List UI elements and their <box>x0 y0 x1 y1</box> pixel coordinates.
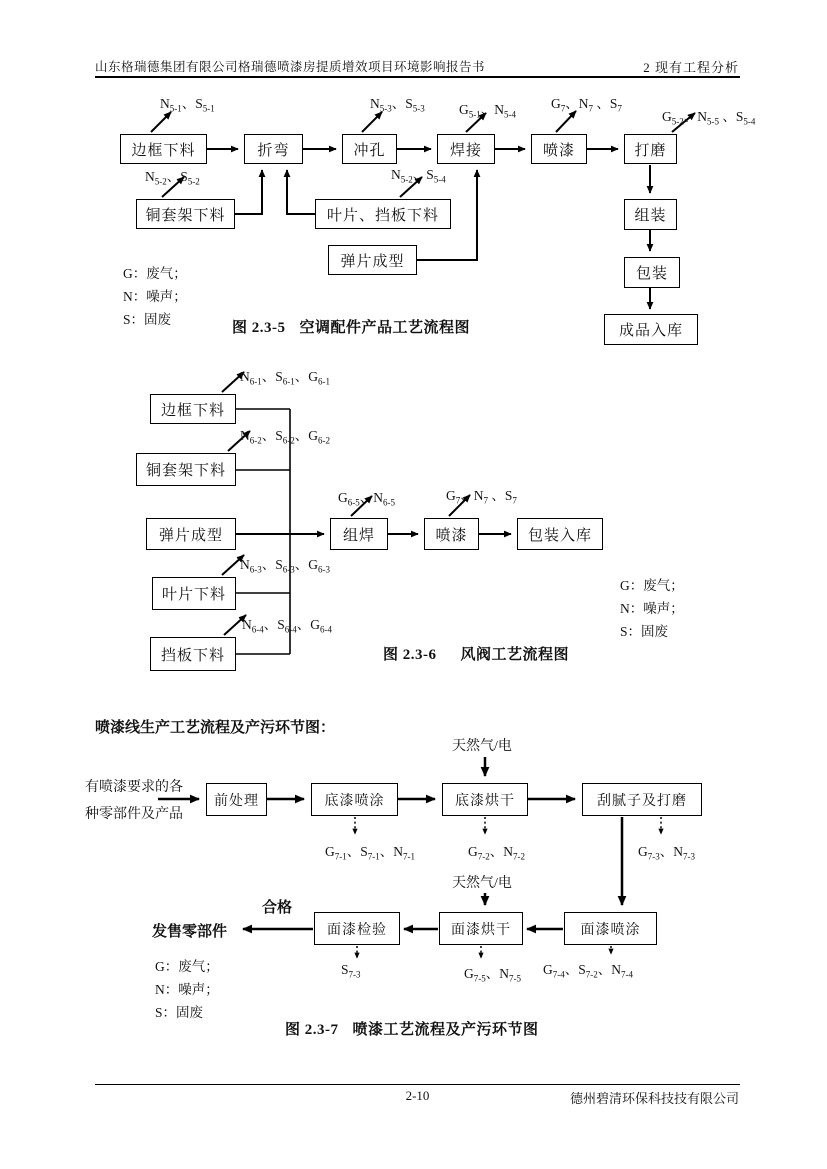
pollution-label: $G_{7-3}$、$N_{7-3}$ <box>638 844 695 862</box>
fig3-node-primer-drying: 底漆烘干 <box>442 783 528 816</box>
legend-gas: G：废气； <box>620 578 684 593</box>
fig3-node-primer-spraying: 底漆喷涂 <box>311 783 398 816</box>
fig1-node-packing: 包装 <box>624 257 680 288</box>
fig3-qualified-label: 合格 <box>262 900 293 916</box>
fig3-output-label: 发售零部件 <box>152 924 228 940</box>
fig1-legend <box>123 262 187 331</box>
fig2-caption-number: 图 2.3-6 <box>383 647 437 663</box>
fig2-node-copper-sleeve-blanking: 铜套架下料 <box>136 453 236 486</box>
pollution-label: $G_7$、$N_7$ 、$S_7$ <box>551 96 622 114</box>
fig1-node-grinding: 打磨 <box>624 134 677 164</box>
fig2-node-shrapnel-forming: 弹片成型 <box>146 518 236 550</box>
fig1-node-frame-blanking: 边框下料 <box>120 134 207 164</box>
fig3-legend <box>155 955 219 1024</box>
legend-noise: N：噪声； <box>123 289 187 304</box>
pollution-label: $N_{6-4}$、$S_{6-4}$、$G_{6-4}$ <box>242 617 333 635</box>
fig3-node-pretreatment: 前处理 <box>206 783 267 816</box>
pollution-label: $G_7$、$N_7$ 、$S_7$ <box>446 488 517 506</box>
legend-solid-waste: S：固废 <box>620 624 669 639</box>
footer-company: 德州碧清环保科技技有限公司 <box>569 1091 739 1106</box>
legend-noise: N：噪声； <box>620 601 684 616</box>
fig1-node-warehousing: 成品入库 <box>604 314 698 345</box>
fig3-caption-title: 喷漆工艺流程及产污环节图 <box>352 1022 539 1038</box>
fig3-node-topcoat-spraying: 面漆喷涂 <box>564 912 657 945</box>
pollution-label: $N_{5-1}$、$S_{5-1}$ <box>160 96 215 114</box>
fig2-caption-title: 风阀工艺流程图 <box>460 647 570 663</box>
fig2-caption <box>383 643 569 664</box>
fig3-caption <box>285 1018 539 1039</box>
pollution-label: $G_{7-5}$、$N_{7-5}$ <box>464 966 521 984</box>
pollution-label: $G_{7-4}$、$S_{7-2}$、$N_{7-4}$ <box>543 962 634 980</box>
fig3-source-line1: 有喷漆要求的各 <box>85 780 183 795</box>
fig1-caption-title: 空调配件产品工艺流程图 <box>299 320 471 336</box>
fig3-caption-number: 图 2.3-7 <box>285 1022 339 1038</box>
fig1-node-copper-sleeve-blanking: 铜套架下料 <box>136 199 235 229</box>
pollution-label: $N_{6-3}$、$S_{6-3}$、$G_{6-3}$ <box>240 557 331 575</box>
pollution-label: $N_{6-2}$、$S_{6-2}$、$G_{6-2}$ <box>240 428 331 446</box>
fig1-caption <box>232 316 470 337</box>
pollution-label: $G_{5-1}$、$N_{5-4}$ <box>459 102 516 120</box>
pollution-label: $G_{6-5}$、$N_{6-5}$ <box>338 490 395 508</box>
fig2-node-packing-warehousing: 包装入库 <box>517 518 603 550</box>
fig1-node-shrapnel-forming: 弹片成型 <box>328 245 417 275</box>
footer-page-number: 2-10 <box>405 1088 430 1103</box>
fig2-legend <box>620 574 684 643</box>
fig2-node-painting: 喷漆 <box>424 518 479 550</box>
fig1-node-welding: 焊接 <box>437 134 495 164</box>
legend-noise: N：噪声； <box>155 982 219 997</box>
pollution-label: $G_{5-2}$、$N_{5-5}$ 、$S_{5-4}$ <box>662 109 756 127</box>
pollution-label: $N_{5-2}$、$S_{5-2}$ <box>145 169 200 187</box>
fig1-node-assembly: 组装 <box>624 199 677 230</box>
fig2-node-blade-blanking: 叶片下料 <box>152 577 236 610</box>
legend-solid-waste: S：固废 <box>123 312 172 327</box>
fig3-node-topcoat-inspection: 面漆检验 <box>314 912 400 945</box>
fig3-node-putty-grinding: 刮腻子及打磨 <box>582 783 702 816</box>
fig2-node-baffle-blanking: 挡板下料 <box>150 637 236 671</box>
legend-gas: G：废气； <box>155 959 219 974</box>
pollution-label: $N_{6-1}$、$S_{6-1}$、$G_{6-1}$ <box>240 369 331 387</box>
header-report-title: 山东格瑞德集团有限公司格瑞德喷漆房提质增效项目环境影响报告书 <box>95 60 486 74</box>
header-chapter: 2 现有工程分析 <box>643 60 739 75</box>
fig3-node-topcoat-drying: 面漆烘干 <box>439 912 523 945</box>
legend-solid-waste: S：固废 <box>155 1005 204 1020</box>
pollution-label: $G_{7-2}$、$N_{7-2}$ <box>468 844 525 862</box>
fig3-gas-input-1: 天然气/电 <box>452 739 512 754</box>
fig1-caption-number: 图 2.3-5 <box>232 320 286 336</box>
fig3-gas-input-2: 天然气/电 <box>452 876 512 891</box>
legend-gas: G：废气； <box>123 266 187 281</box>
fig2-node-assembly-welding: 组焊 <box>330 518 388 550</box>
fig1-node-blade-baffle-blanking: 叶片、挡板下料 <box>315 199 451 229</box>
pollution-label: $G_{7-1}$、$S_{7-1}$、$N_{7-1}$ <box>325 844 416 862</box>
footer-rule <box>95 1084 740 1085</box>
pollution-label: $N_{5-2}$、$S_{5-4}$ <box>391 167 446 185</box>
fig1-node-painting: 喷漆 <box>531 134 587 164</box>
fig3-source-line2: 种零部件及产品 <box>85 807 183 822</box>
fig1-node-punching: 冲孔 <box>342 134 397 164</box>
pollution-label: $N_{5-3}$、$S_{5-3}$ <box>370 96 425 114</box>
fig3-heading: 喷漆线生产工艺流程及产污环节图： <box>95 720 336 736</box>
fig1-node-bending: 折弯 <box>244 134 303 164</box>
pollution-label: $S_{7-3}$ <box>341 962 361 980</box>
fig2-node-frame-blanking: 边框下料 <box>150 394 236 424</box>
